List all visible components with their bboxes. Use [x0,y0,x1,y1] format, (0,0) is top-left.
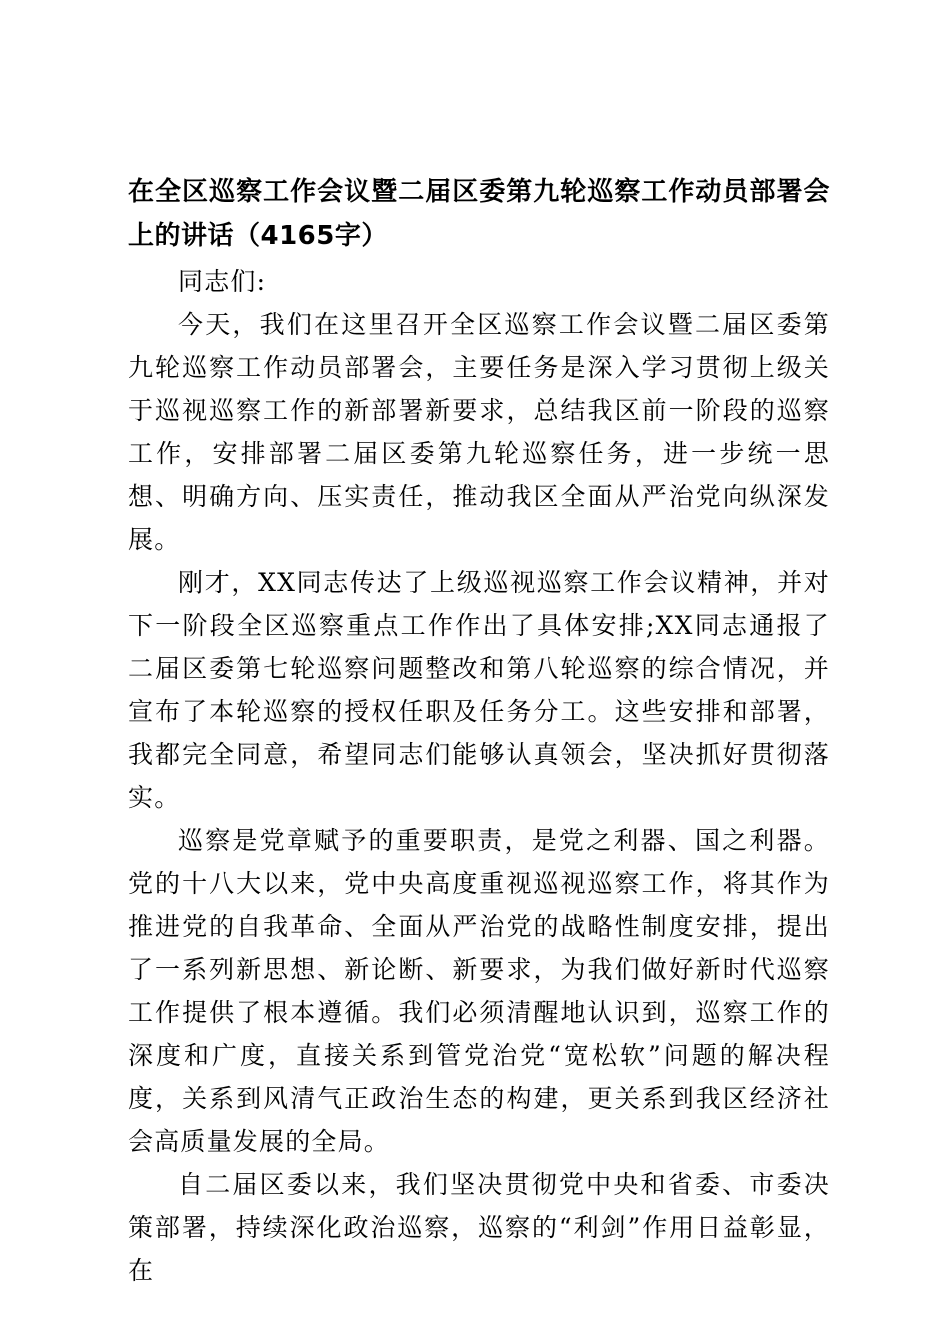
document-title: 在全区巡察工作会议暨二届区委第九轮巡察工作动员部署会上的讲话（4165字） [128,177,830,251]
paragraph-2: 刚才，XX同志传达了上级巡视巡察工作会议精神，并对下一阶段全区巡察重点工作作出了具体安排;XX同志通报了二届区委第七轮巡察问题整改和第八轮巡察的综合情况，并宣布了本轮巡察的授权任职及任务分工。这些安排和部署，我都完全同意，希望同志们能够认真领会，坚决抓好贯彻落实。 [128,568,830,812]
paragraph-1: 今天，我们在这里召开全区巡察工作会议暨二届区委第九轮巡察工作动员部署会，主要任务是深入学习贯彻上级关于巡视巡察工作的新部署新要求，总结我区前一阶段的巡察工作，安排部署二届区委第九轮巡察任务，进一步统一思想、明确方向、压实责任，推动我区全面从严治党向纵深发展。 [128,310,830,554]
paragraph-3: 巡察是党章赋予的重要职责，是党之利器、国之利器。党的十八大以来，党中央高度重视巡视巡察工作，将其作为推进党的自我革命、全面从严治党的战略性制度安排，提出了一系列新思想、新论断、新要求，为我们做好新时代巡察工作提供了根本遵循。我们必须清醒地认识到，巡察工作的深度和广度，直接关系到管党治党“宽松软”问题的解决程度，关系到风清气正政治生态的构建，更关系到我区经济社会高质量发展的全局。 [128,826,830,1156]
salutation: 同志们: [178,267,267,296]
document-body [128,170,830,1292]
paragraph-4: 自二届区委以来，我们坚决贯彻党中央和省委、市委决策部署，持续深化政治巡察，巡察的“利剑”作用日益彰显，在 [128,1170,830,1285]
